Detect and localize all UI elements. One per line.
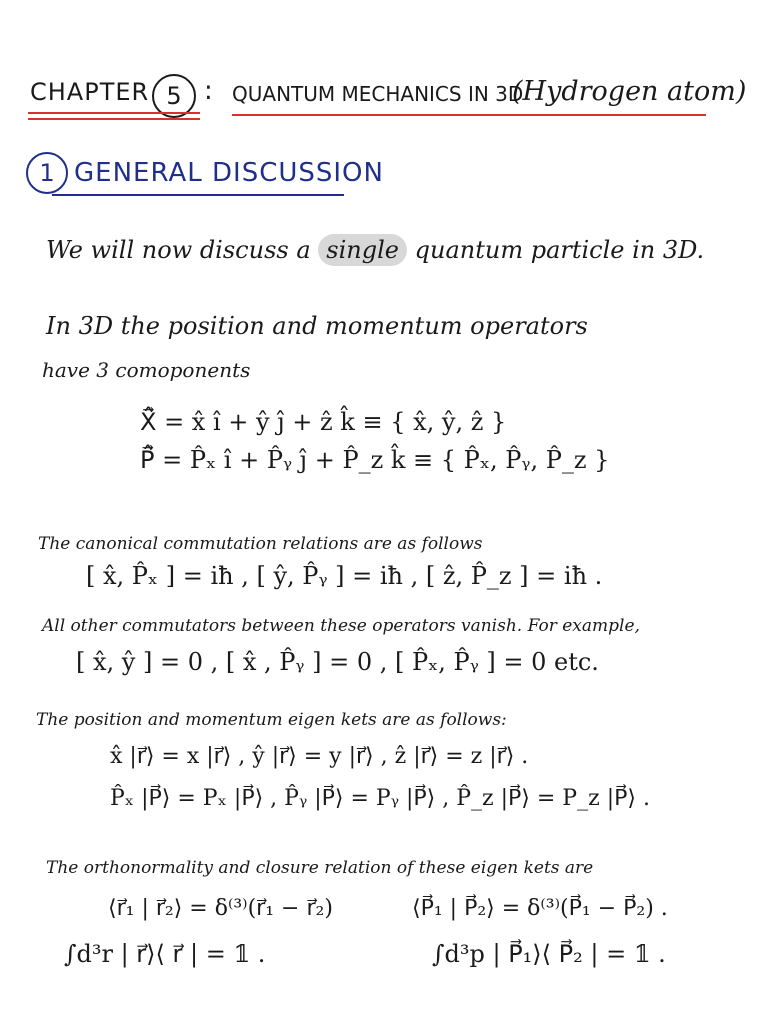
intro-after: quantum particle in 3D. bbox=[414, 236, 705, 264]
other-commutators-equations: [ x̂, ŷ ] = 0 , [ x̂ , P̂ᵧ ] = 0 , [ P̂ₓ, P̂ᵧ ] = 0 etc. bbox=[76, 648, 599, 676]
intro-before: We will now discuss a bbox=[46, 236, 311, 264]
position-vector-equation: X⃗̂ = x̂ î + ŷ ĵ + ẑ k̂ ≡ { x̂, ŷ, ẑ } bbox=[140, 408, 507, 436]
canonical-intro: The canonical commutation relations are as follows bbox=[38, 534, 483, 554]
title-underline bbox=[232, 114, 706, 116]
chapter-colon: : bbox=[204, 76, 213, 106]
orthonormality-intro: The orthonormality and closure relation of these eigen kets are bbox=[46, 858, 594, 878]
operators-line-2: have 3 comoponents bbox=[42, 358, 251, 382]
chapter-title: QUANTUM MECHANICS IN 3D bbox=[232, 82, 524, 106]
section-number-circle: 1 bbox=[26, 152, 68, 194]
chapter-label: CHAPTER bbox=[30, 78, 150, 106]
position-orthonormality-equation: ⟨r⃗₁ | r⃗₂⟩ = δ⁽³⁾(r⃗₁ − r⃗₂) bbox=[108, 896, 333, 921]
chapter-number-circle: 5 bbox=[152, 74, 196, 118]
momentum-vector-equation: P⃗̂ = P̂ₓ î + P̂ᵧ ĵ + P̂_z k̂ ≡ { P̂ₓ, P̂ᵧ, P̂_z } bbox=[140, 446, 610, 474]
position-eigenkets-equation: x̂ |r⃗⟩ = x |r⃗⟩ , ŷ |r⃗⟩ = y |r⃗⟩ , ẑ |r⃗⟩ = z |r⃗⟩ . bbox=[110, 744, 529, 769]
momentum-eigenkets-equation: P̂ₓ |P⃗⟩ = Pₓ |P⃗⟩ , P̂ᵧ |P⃗⟩ = Pᵧ |P⃗⟩ , P̂_z |P⃗⟩ = P_z |P⃗⟩ . bbox=[110, 786, 650, 811]
operators-line-1: In 3D the position and momentum operators bbox=[46, 312, 588, 340]
intro-sentence bbox=[46, 236, 704, 264]
position-closure-equation: ∫d³r | r⃗⟩⟨ r⃗ | = 𝟙 . bbox=[64, 940, 266, 968]
chapter-underline-double bbox=[28, 112, 200, 120]
section-underline bbox=[52, 194, 344, 196]
other-commutators-intro: All other commutators between these operators vanish. For example, bbox=[42, 616, 640, 636]
chapter-subtitle: (Hydrogen atom) bbox=[512, 76, 747, 107]
eigenkets-intro: The position and momentum eigen kets are as follows: bbox=[36, 710, 507, 730]
momentum-closure-equation: ∫d³p | P⃗₁⟩⟨ P⃗₂ | = 𝟙 . bbox=[432, 940, 666, 968]
section-title: GENERAL DISCUSSION bbox=[74, 158, 384, 188]
intro-highlight: single bbox=[318, 234, 407, 266]
momentum-orthonormality-equation: ⟨P⃗₁ | P⃗₂⟩ = δ⁽³⁾(P⃗₁ − P⃗₂) . bbox=[412, 896, 668, 921]
canonical-equations: [ x̂, P̂ₓ ] = iħ , [ ŷ, P̂ᵧ ] = iħ , [ ẑ, P̂_z ] = iħ . bbox=[86, 562, 603, 590]
